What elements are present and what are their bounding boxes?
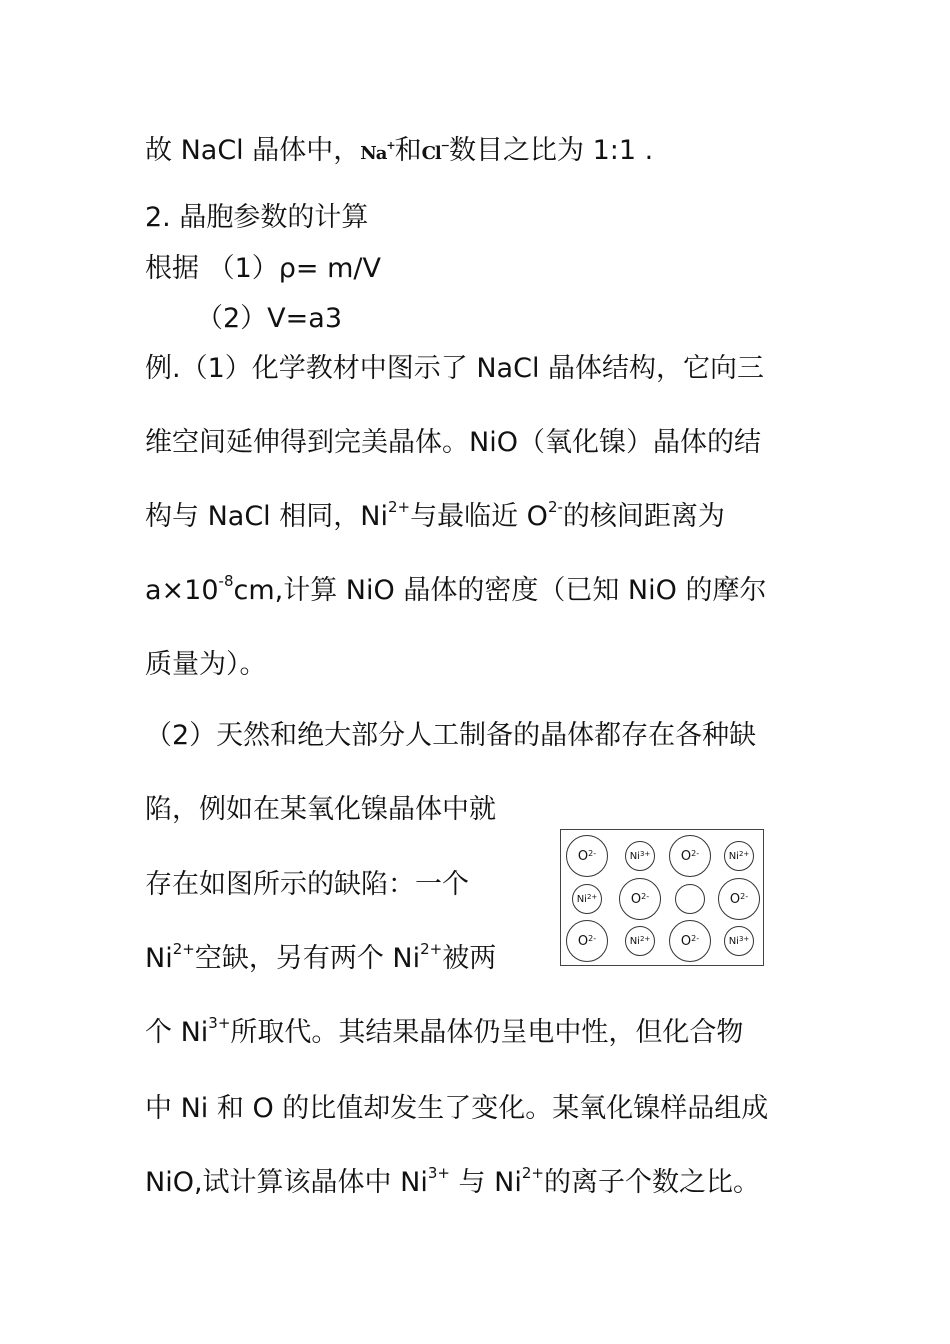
paragraph-line: $a\times 10^{-8}cm$,计算 NiO 晶体的密度（已知 NiO 的摩尔 — [145, 572, 767, 606]
paragraph-line: $Ni^{2+}$空缺，另有两个 $Ni^{2+}$被两 — [145, 940, 497, 974]
o-ion-circle: O $^{2-}$ — [566, 920, 608, 962]
paragraph-line: （2）天然和绝大部分人工制备的晶体都存在各种缺 — [145, 720, 757, 751]
cl-ion: Cl− — [421, 139, 449, 164]
o-ion-circle: O $^{2-}$ — [566, 835, 608, 877]
paragraph-line: 构与 NaCl 相同，$Ni^{2+}$与最临近 $O^{2-}$的核间距离为 — [145, 498, 725, 532]
ni-ion-circle: Ni $^{2+}$ — [572, 884, 602, 914]
paragraph-line: 陷，例如在某氧化镍晶体中就 — [145, 794, 496, 825]
ni-ion-circle: Ni $^{3+}$ — [625, 841, 655, 871]
o-ion-circle: O $^{2-}$ — [669, 835, 711, 877]
line-nacl-ratio: 故 NaCl 晶体中，Na+和Cl−数目之比为 1:1 . — [145, 135, 654, 166]
paragraph-line: 个 $Ni^{3+}$所取代。其结果晶体仍呈电中性，但化合物 — [145, 1014, 744, 1048]
text: 故 NaCl 晶体中， — [145, 135, 361, 166]
formula-density: 根据 （1）ρ= m/V — [145, 253, 381, 284]
paragraph-line: 质量为）。 — [145, 649, 267, 680]
o-ion-circle: O $^{2-}$ — [669, 920, 711, 962]
nio-defect-figure — [560, 829, 764, 966]
paragraph-line: NiO,试计算该晶体中 $Ni^{3+}$ 与 $Ni^{2+}$的离子个数之比。 — [145, 1164, 760, 1198]
ni-ion-circle: Ni $^{2+}$ — [724, 841, 754, 871]
o-ion-circle: O $^{2-}$ — [619, 878, 661, 920]
na-ion: Na+ — [360, 139, 395, 164]
formula-volume: （2）V=a3 — [196, 303, 342, 334]
paragraph-line: 中 Ni 和 O 的比值却发生了变化。某氧化镍样品组成 — [145, 1093, 769, 1124]
ni-ion-circle: Ni $^{2+}$ — [625, 926, 655, 956]
section-heading: 2. 晶胞参数的计算 — [145, 202, 369, 233]
paragraph-line: 例.（1）化学教材中图示了 NaCl 晶体结构，它向三 — [145, 353, 765, 384]
vacancy-circle — [675, 884, 705, 914]
paragraph-line: 存在如图所示的缺陷：一个 — [145, 869, 469, 900]
paragraph-line: 维空间延伸得到完美晶体。NiO（氧化镍）晶体的结 — [145, 427, 761, 458]
ni-ion-circle: Ni $^{3+}$ — [724, 926, 754, 956]
o-ion-circle: O $^{2-}$ — [718, 878, 760, 920]
